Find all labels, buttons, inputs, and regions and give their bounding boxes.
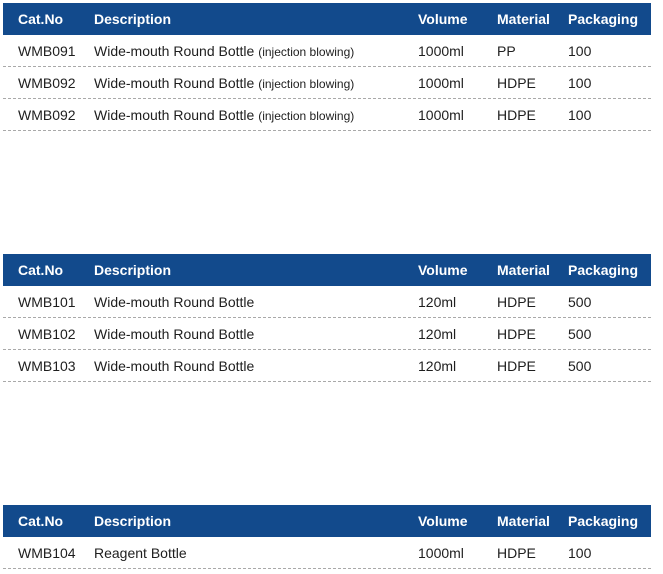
- table-header: [3, 505, 651, 537]
- cell-packaging: 500: [568, 358, 592, 374]
- cell-description: [94, 99, 354, 131]
- cell-description: Reagent Bottle: [94, 545, 187, 561]
- cell-packaging: 100: [568, 107, 592, 123]
- description-note: (injection blowing): [258, 45, 355, 59]
- cell-description: Wide-mouth Round Bottle: [94, 294, 255, 310]
- cell-description: [94, 35, 354, 67]
- cell-volume: 120ml: [418, 326, 457, 342]
- cell-cat-no: WMB104: [18, 545, 76, 561]
- cell-cat-no: WMB092: [18, 107, 76, 123]
- cell-volume: 1000ml: [418, 43, 464, 59]
- header-description: Description: [94, 11, 172, 27]
- cell-packaging: 500: [568, 294, 592, 310]
- header-material: Material: [497, 11, 550, 27]
- cell-description: Wide-mouth Round Bottle: [94, 358, 255, 374]
- cell-material: HDPE: [497, 294, 536, 310]
- cell-cat-no: WMB101: [18, 294, 76, 310]
- cell-material: PP: [497, 43, 516, 59]
- header-cat-no: Cat.No: [18, 262, 64, 278]
- cell-cat-no: WMB102: [18, 326, 76, 342]
- cell-cat-no: WMB103: [18, 358, 76, 374]
- product-table-2: [3, 254, 651, 382]
- header-description: Description: [94, 513, 172, 529]
- cell-packaging: 100: [568, 75, 592, 91]
- product-table-3: [3, 505, 651, 569]
- table-header: [3, 3, 651, 35]
- cell-packaging: 100: [568, 545, 592, 561]
- cell-material: HDPE: [497, 545, 536, 561]
- header-volume: Volume: [418, 262, 468, 278]
- cell-material: HDPE: [497, 326, 536, 342]
- description-note: (injection blowing): [258, 77, 355, 91]
- cell-material: HDPE: [497, 107, 536, 123]
- cell-material: HDPE: [497, 358, 536, 374]
- header-material: Material: [497, 262, 550, 278]
- table-row: [3, 286, 651, 318]
- cell-cat-no: WMB092: [18, 75, 76, 91]
- description-note: (injection blowing): [258, 109, 355, 123]
- cell-volume: 120ml: [418, 294, 457, 310]
- cell-volume: 1000ml: [418, 545, 464, 561]
- table-row: [3, 67, 651, 99]
- table-row: [3, 318, 651, 350]
- cell-description: Wide-mouth Round Bottle: [94, 326, 255, 342]
- table-row: [3, 350, 651, 382]
- header-cat-no: Cat.No: [18, 513, 64, 529]
- header-description: Description: [94, 262, 172, 278]
- description-text: Wide-mouth Round Bottle: [94, 107, 255, 123]
- description-text: Wide-mouth Round Bottle: [94, 75, 255, 91]
- header-volume: Volume: [418, 513, 468, 529]
- description-text: Wide-mouth Round Bottle: [94, 43, 255, 59]
- header-material: Material: [497, 513, 550, 529]
- cell-material: HDPE: [497, 75, 536, 91]
- cell-description: [94, 67, 354, 99]
- table-row: [3, 99, 651, 131]
- cell-packaging: 100: [568, 43, 592, 59]
- table-row: [3, 537, 651, 569]
- header-packaging: Packaging: [568, 262, 639, 278]
- product-table-1: [3, 3, 651, 131]
- cell-volume: 120ml: [418, 358, 457, 374]
- cell-volume: 1000ml: [418, 107, 464, 123]
- cell-packaging: 500: [568, 326, 592, 342]
- header-cat-no: Cat.No: [18, 11, 64, 27]
- header-packaging: Packaging: [568, 11, 639, 27]
- header-packaging: Packaging: [568, 513, 639, 529]
- table-row: [3, 35, 651, 67]
- table-header: [3, 254, 651, 286]
- cell-cat-no: WMB091: [18, 43, 76, 59]
- header-volume: Volume: [418, 11, 468, 27]
- cell-volume: 1000ml: [418, 75, 464, 91]
